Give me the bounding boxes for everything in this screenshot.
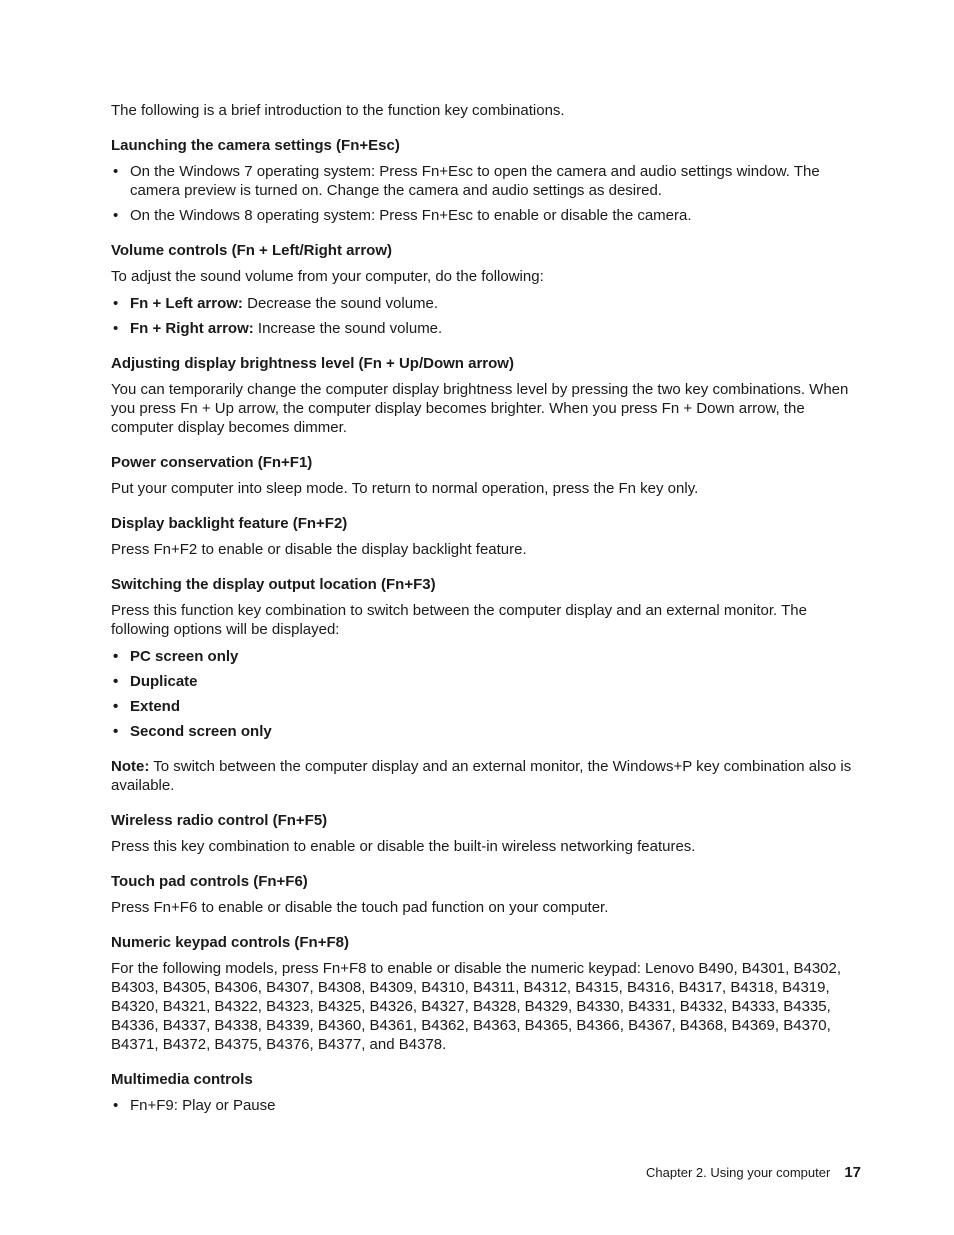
brightness-section [111, 354, 863, 437]
list-item: • On the Windows 7 operating system: Press Fn+Esc to open the camera and audio settings window. The camera preview is turned on. Change the camera and audio settings as desired. [113, 163, 820, 199]
power-section [111, 453, 863, 498]
bullet-icon: • [113, 648, 119, 665]
page-footer [646, 1164, 861, 1182]
camera-list [111, 162, 863, 225]
bullet-icon: • [113, 295, 119, 312]
key-description: Decrease the sound volume. [242, 295, 439, 312]
volume-heading: Volume controls (Fn + Left/Right arrow) [111, 242, 392, 259]
multimedia-heading: Multimedia controls [111, 1071, 253, 1088]
touchpad-section [111, 872, 863, 917]
touchpad-heading: Touch pad controls (Fn+F6) [111, 873, 308, 890]
list-item: • Duplicate [113, 673, 198, 690]
display-output-text: Press this function key combination to switch between the computer display and an external monitor. The following options will be displayed: [111, 602, 807, 638]
bullet-icon: • [113, 1097, 119, 1114]
key-description: Increase the sound volume. [253, 320, 443, 337]
brightness-heading: Adjusting display brightness level (Fn + Up/Down arrow) [111, 355, 514, 372]
multimedia-section [111, 1070, 863, 1115]
camera-section [111, 136, 863, 225]
bullet-icon: • [113, 698, 119, 715]
camera-heading: Launching the camera settings (Fn+Esc) [111, 137, 400, 154]
volume-section [111, 241, 863, 338]
page-content [111, 101, 863, 1131]
backlight-text: Press Fn+F2 to enable or disable the display backlight feature. [111, 541, 527, 558]
power-text: Put your computer into sleep mode. To return to normal operation, press the Fn key only. [111, 480, 699, 497]
bullet-icon: • [113, 673, 119, 690]
power-heading: Power conservation (Fn+F1) [111, 454, 313, 471]
bullet-icon: • [113, 163, 119, 180]
touchpad-text: Press Fn+F6 to enable or disable the touch pad function on your computer. [111, 899, 609, 916]
bullet-icon: • [113, 207, 119, 224]
volume-list [111, 294, 863, 338]
chapter-title: Chapter 2. Using your computer [646, 1165, 831, 1180]
keypad-section [111, 933, 863, 1054]
page-number: 17 [844, 1164, 861, 1181]
wireless-text: Press this key combination to enable or disable the built-in wireless networking features. [111, 838, 696, 855]
note-text: To switch between the computer display and an external monitor, the Windows+P key combination also is available. [111, 758, 852, 794]
list-item [111, 319, 863, 338]
keypad-heading: Numeric keypad controls (Fn+F8) [111, 934, 349, 951]
list-item: • Extend [113, 698, 181, 715]
list-item: • Second screen only [113, 723, 272, 740]
brightness-text: You can temporarily change the computer display brightness level by pressing the two key combinations. When you press Fn + Up arrow, the computer display becomes brighter. When you press Fn + Down arrow, the computer display becomes dimmer. [111, 381, 849, 436]
intro-text: The following is a brief introduction to the function key combinations. [111, 102, 565, 119]
multimedia-list [111, 1096, 863, 1115]
note [111, 757, 863, 795]
list-item [111, 294, 863, 313]
wireless-heading: Wireless radio control (Fn+F5) [111, 812, 328, 829]
display-output-heading: Switching the display output location (Fn+F3) [111, 576, 436, 593]
display-output-section [111, 575, 863, 795]
key-label: Fn + Right arrow: [130, 320, 254, 337]
list-item: • Fn+F9: Play or Pause [113, 1097, 276, 1114]
display-options-list [111, 647, 863, 741]
bullet-icon: • [113, 320, 119, 337]
backlight-section [111, 514, 863, 559]
bullet-icon: • [113, 723, 119, 740]
volume-text: To adjust the sound volume from your computer, do the following: [111, 268, 544, 285]
note-label: Note: [111, 758, 150, 775]
list-item: • PC screen only [113, 648, 239, 665]
backlight-heading: Display backlight feature (Fn+F2) [111, 515, 348, 532]
keypad-text: For the following models, press Fn+F8 to enable or disable the numeric keypad: Lenovo B490, B4301, B4302, B4303, B4305, B4306, B4307, B4308, B4309, B4310, B4311, B4312, B4315, B4316, B4317, B4318, B4319, B4320, B4321, B4322, B4323, B4325, B4326, B4327, B4328, B4329, B4330, B4331, B4332, B4333, B4335, B4336, B4337, B4338, B4339, B4360, B4361, B4362, B4363, B4365, B4366, B4367, B4368, B4369, B4370, B4371, B4372, B4375, B4376, B4377, and B4378. [111, 960, 842, 1053]
wireless-section [111, 811, 863, 856]
list-item: • On the Windows 8 operating system: Press Fn+Esc to enable or disable the camera. [113, 207, 692, 224]
key-label: Fn + Left arrow: [130, 295, 243, 312]
